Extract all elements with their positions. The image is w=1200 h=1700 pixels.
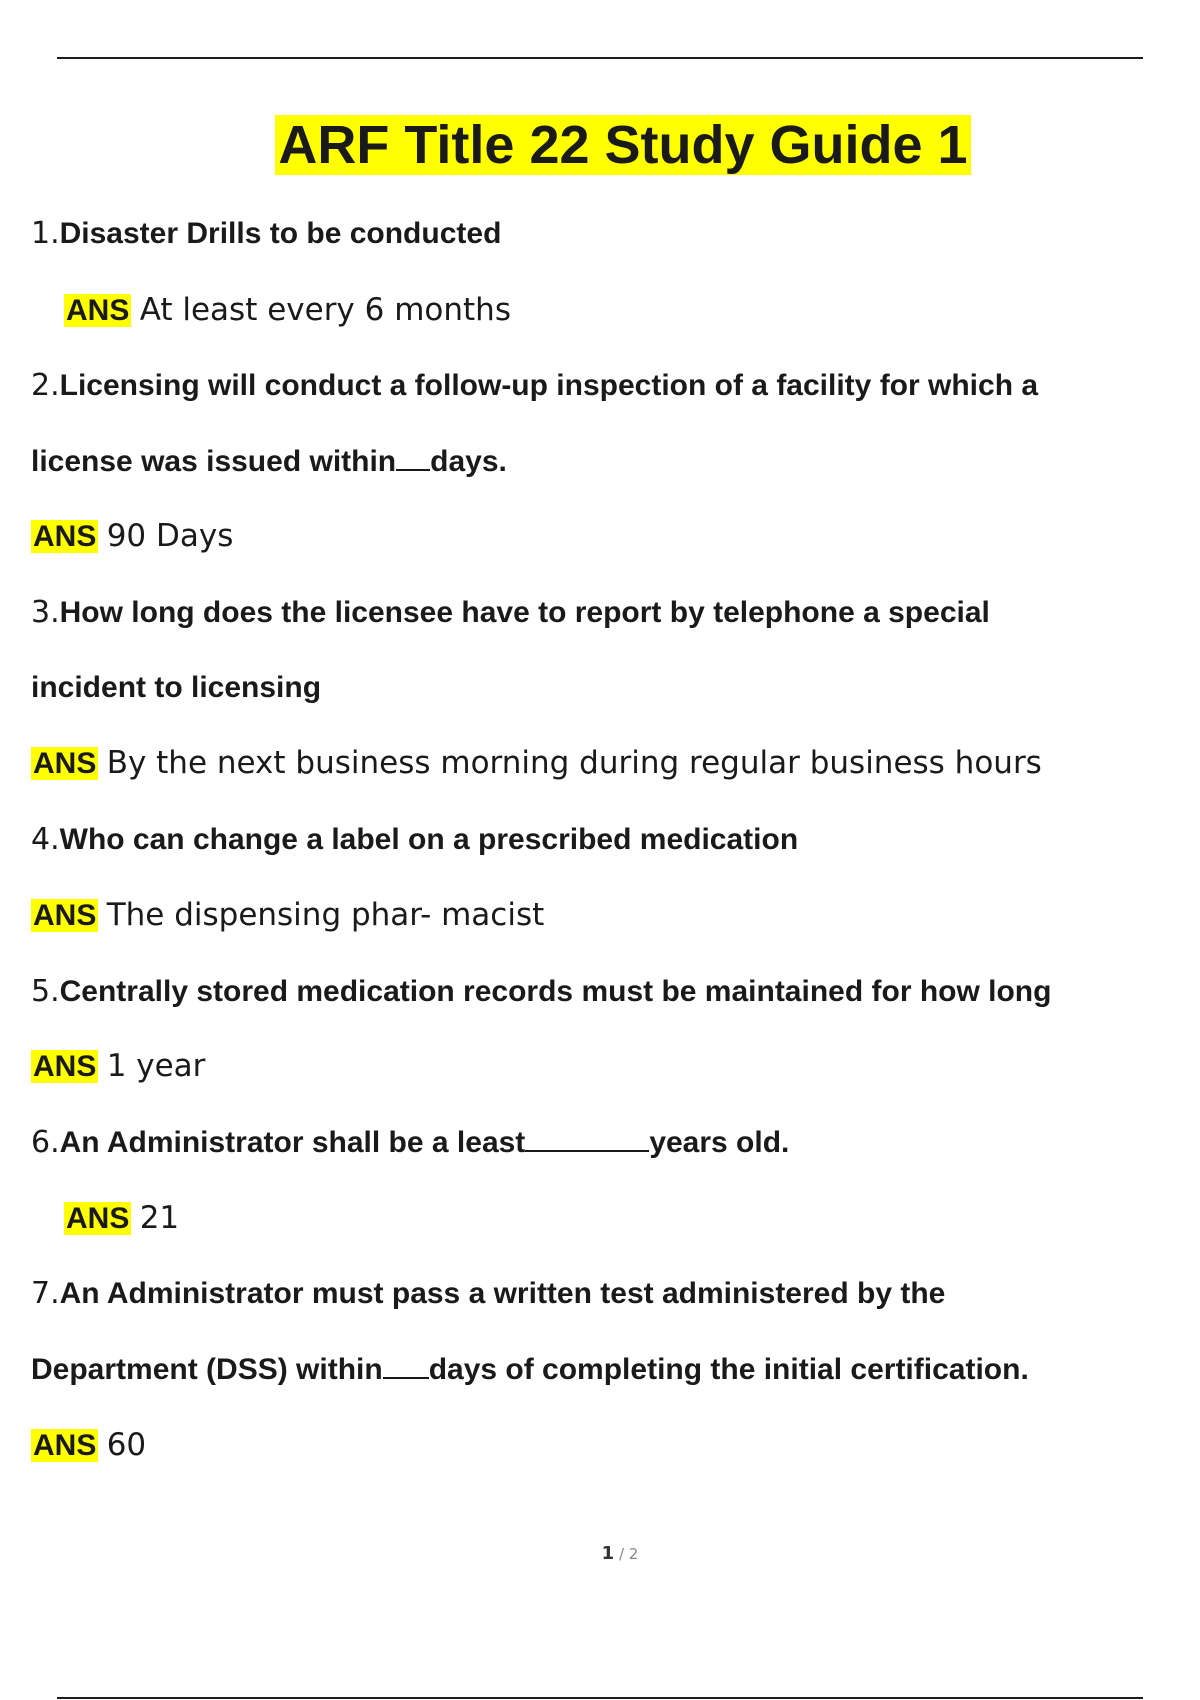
fill-blank (396, 445, 430, 471)
question-text: years old. (649, 1126, 790, 1159)
answer-3 (31, 743, 1042, 784)
answer-text: 1 year (106, 1048, 206, 1084)
question-number: 1. (31, 216, 60, 251)
question-5 (31, 972, 1051, 1012)
answer-text: 90 Days (106, 518, 234, 554)
top-rule (57, 57, 1143, 59)
fill-blank (383, 1353, 429, 1379)
answer-text: By the next business morning during regular business hours (106, 745, 1042, 781)
document-title (0, 112, 1200, 178)
question-text: Department (DSS) within (31, 1353, 383, 1386)
answer-label: ANS (33, 520, 97, 553)
question-text: incident to licensing (31, 671, 322, 704)
page-indicator (0, 1543, 1200, 1564)
question-text: Centrally stored medication records must be maintained for how long (59, 975, 1052, 1008)
question-6 (31, 1123, 789, 1163)
question-text: Disaster Drills to be conducted (59, 217, 502, 250)
answer-7 (31, 1425, 146, 1466)
question-text: days of completing the initial certification. (428, 1353, 1029, 1386)
question-number: 5. (31, 974, 60, 1009)
question-text: license was issued within (31, 445, 397, 478)
title-text: ARF Title 22 Study Guide 1 (275, 115, 970, 175)
question-text: Who can change a label on a prescribed medication (59, 823, 799, 856)
answer-label: ANS (66, 1202, 130, 1235)
question-7-continued (31, 1350, 1029, 1390)
total-pages: 2 (628, 1545, 639, 1563)
question-2-continued (31, 442, 507, 482)
question-3 (31, 593, 990, 633)
question-text: Licensing will conduct a follow-up inspection of a facility for which a (59, 369, 1039, 402)
answer-5 (31, 1046, 205, 1087)
answer-label: ANS (66, 294, 130, 327)
question-2 (31, 366, 1038, 406)
answer-text: 21 (139, 1200, 180, 1236)
answer-label: ANS (33, 899, 97, 932)
question-text: An Administrator must pass a written test administered by the (59, 1277, 946, 1310)
answer-label: ANS (33, 1429, 97, 1462)
question-number: 4. (31, 822, 60, 857)
question-number: 7. (31, 1276, 60, 1311)
bottom-rule (57, 1697, 1143, 1699)
answer-text: 60 (106, 1427, 147, 1463)
question-number: 3. (31, 595, 60, 630)
answer-4 (31, 895, 544, 936)
fill-blank (525, 1126, 649, 1152)
answer-text: The dispensing phar- macist (106, 897, 545, 933)
current-page: 1 (601, 1543, 615, 1564)
answer-label: ANS (33, 1050, 97, 1083)
question-text: How long does the licensee have to report by telephone a special (59, 596, 990, 629)
question-3-continued (31, 668, 321, 708)
page-separator: / (614, 1545, 629, 1563)
question-number: 2. (31, 368, 60, 403)
answer-6 (64, 1198, 179, 1239)
answer-text: At least every 6 months (139, 292, 511, 328)
answer-2 (31, 516, 233, 557)
question-number: 6. (31, 1125, 60, 1160)
question-1 (31, 214, 501, 254)
question-4 (31, 820, 798, 860)
answer-1 (64, 290, 511, 331)
question-text: days. (430, 445, 507, 478)
answer-label: ANS (33, 747, 97, 780)
question-7 (31, 1274, 945, 1314)
question-text: An Administrator shall be a least (59, 1126, 526, 1159)
